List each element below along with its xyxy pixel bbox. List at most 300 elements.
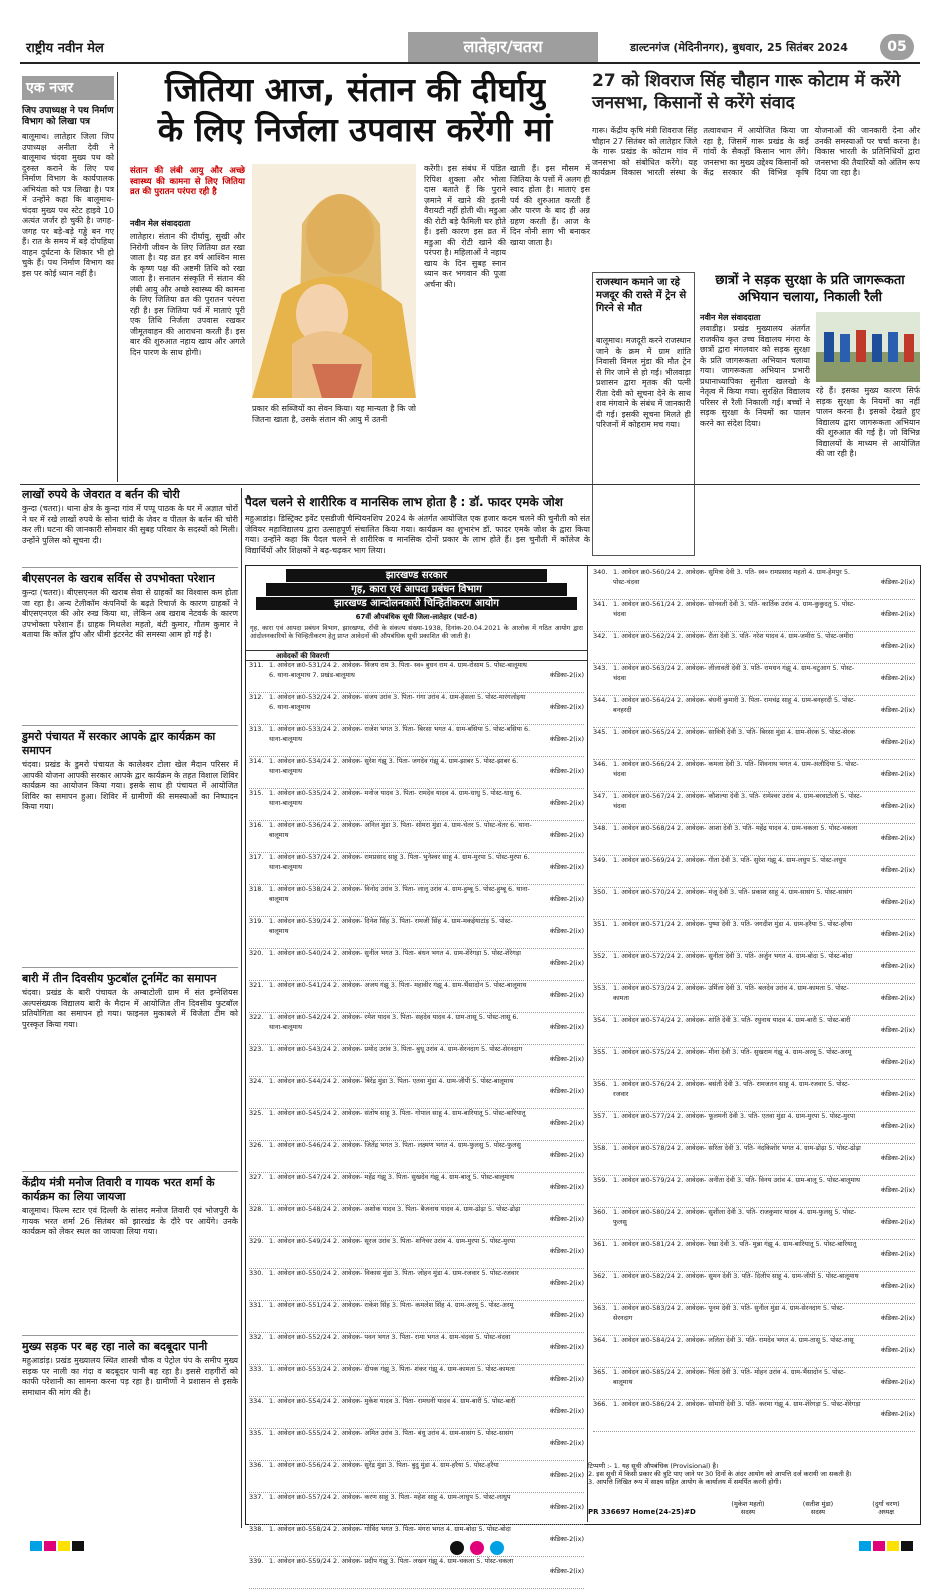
black-swatch [72, 1541, 84, 1551]
notice-org-1: झारखण्ड सरकार [286, 569, 547, 582]
row-details: 1. आवेदन क्र0-542/24 2. आवेदक- रमेश यादव 3. पिता- सहदेव यादव 4. ग्राम-तासू 5. पोस्ट-तासू 6. थाना-बालूमाथ [269, 1013, 519, 1031]
row-details: 1. आवेदन क्र0-548/24 2. आवेदक- अशोक यादव 3. पिता- बैजनाथ यादव 4. ग्राम-ढोढ़ा 5. पोस्ट-ढोढ़ा [269, 1205, 521, 1213]
row-clause: कंडिका-2(ix) [880, 674, 915, 682]
road-safety-body: लवाडीह। प्रखंड मुख्यालय अंतर्गत राजकीय कृत उच्च विद्यालय मंगरा के छात्रों द्वारा मंगलवार को सड़क सुरक्षा के प्रति जागरूकता अभियान चलाया गया। जागरूकता अभियान प्रभारी प्रधानाध्यापिका सुनीता खलखो के नेतृत्व में किया गया। सुरक्षित विद्यालय परिसर से रैली निकाली गई। बच्चों ने सड़क सुरक्षा के नियमों का पालन करने का संदेश दिया। [700, 324, 810, 428]
cyan-swatch [30, 1541, 42, 1551]
row-serial: 346. [593, 760, 608, 768]
ek-nazar-label: एक नजर [22, 76, 114, 100]
footnote-1: टिप्पणी :- 1. यह सूची औपबंधिक (Provisional) है। [588, 1462, 719, 1470]
news-headline: मुख्य सड़क पर बह रहा नाले का बदबूदार पानी [22, 1340, 208, 1353]
row-details: 1. आवेदन क्र0-532/24 2. आवेदक- संजय उरांव 3. पिता- गंगा उरांव 4. ग्राम-हेसला 5. पोस्ट-मारंगलोइया 6. थाना-बालूमाथ [269, 693, 526, 711]
row-clause: कंडिका-2(ix) [549, 1439, 584, 1447]
table-row [593, 760, 915, 792]
row-serial: 362. [593, 1272, 608, 1280]
row-clause: कंडिका-2(ix) [549, 1215, 584, 1223]
row-details: 1. आवेदन क्र0-568/24 2. आवेदक- आशा देवी 3. पति- महेंद्र यादव 4. ग्राम-चकला 5. पोस्ट-चकला [613, 824, 858, 832]
shivraj-story [592, 70, 920, 270]
news-item [22, 972, 238, 1172]
row-clause: कंडिका-2(ix) [549, 895, 584, 903]
footnote-2: 2. इस सूची में किसी प्रकार की त्रुटि पाए जाने पर 30 दिनों के अंदर आयोग को आपत्ति दर्ज करायी जा सकती है। [588, 1470, 852, 1478]
row-clause: कंडिका-2(ix) [880, 1378, 915, 1386]
notice-left-panel [246, 566, 588, 1575]
row-serial: 313. [249, 725, 264, 733]
row-serial: 360. [593, 1208, 608, 1216]
table-row [249, 693, 584, 725]
magenta-swatch [873, 1541, 885, 1551]
row-clause: कंडिका-2(ix) [549, 735, 584, 743]
notice-org-2: गृह, कारा एवं आपदा प्रबंधन विभाग [266, 583, 567, 596]
news-body: कुन्दा (चतरा)। थाना क्षेत्र के कुन्दा गांव में पप्पू पाठक के घर में अज्ञात चोरों ने घर में रखे लाखों रुपये के सोना चांदी के जेवर व पीतल के बर्तन की चोरी कर ली। घटना की जानकारी सोमवार की सुबह परिवार के सदस्यों को मिली। उन्होंने पुलिस को सूचना दी। [22, 504, 238, 545]
news-item [22, 572, 238, 726]
table-row [249, 1205, 584, 1237]
row-details: 1. आवेदन क्र0-569/24 2. आवेदक- गीता देवी 3. पति- सुरेश गंझू 4. ग्राम-लधुप 5. पोस्ट-लधुप [613, 856, 846, 864]
section-label: लातेहार/चतरा [408, 32, 598, 62]
row-clause: कंडिका-2(ix) [549, 1151, 584, 1159]
lead-byline: नवीन मेल संवाददाता [130, 219, 191, 228]
news-item [22, 488, 238, 568]
row-clause: कंडिका-2(ix) [880, 1186, 915, 1194]
brief-headline: जिप उपाध्यक्ष ने पथ निर्माण विभाग को लिखा पत्र [22, 106, 114, 127]
row-clause: कंडिका-2(ix) [880, 834, 915, 842]
row-serial: 316. [249, 821, 264, 829]
row-serial: 330. [249, 1269, 264, 1277]
lead-body-2: करेंगी। इस संबंध में पंडित रिपिश शुक्ला और भोला दास बताते हैं कि पुराने ज़माने में खाने की इतनी वैरायटी नहीं होती थी। मडुआ की रोटी बड़े फैमिली घर होते हैं। इसी कारण इस व्रत में मडुआ की रोटी खाने की परंपरा है। महिलाओं ने नहाय खाय के दिन सुबह स्नान ध्यान कर भगवान की पूजा अर्चना की। [424, 164, 506, 289]
row-clause: कंडिका-2(ix) [549, 1119, 584, 1127]
row-details: 1. आवेदन क्र0-536/24 2. आवेदक- अनिल मुंडा 3. पिता- सोमरा मुंडा 4. ग्राम-चेतर 5. पोस्ट-चेतर 6. थाना-बालूमाथ [269, 821, 532, 839]
table-row [593, 1240, 915, 1272]
dateline: डाल्टनगंज (मेदिनीनगर), बुधवार, 25 सितंबर 2024 [630, 41, 848, 54]
row-serial: 334. [249, 1397, 264, 1405]
table-row [249, 789, 584, 821]
health-story [245, 494, 590, 562]
table-row [593, 728, 915, 760]
table-row [593, 1304, 915, 1336]
row-details: 1. आवेदन क्र0-543/24 2. आवेदक- प्रमोद उरांव 3. पिता- बुधू उरांव 4. ग्राम-सेरनदाग 5. पोस्ट-सेरनदाग [269, 1045, 523, 1053]
black-swatch [901, 1541, 913, 1551]
notice-org-3: झारखण्ड आन्दोलनकारी चिन्हितीकरण आयोग [256, 597, 577, 610]
table-row [593, 1176, 915, 1208]
table-row [249, 1333, 584, 1365]
table-row [593, 984, 915, 1016]
rail-story [592, 272, 695, 556]
table-row [249, 1461, 584, 1493]
row-clause: कंडिका-2(ix) [549, 991, 584, 999]
signatory-2 [788, 1500, 848, 1516]
notice-right-panel [590, 566, 918, 1522]
signatory-2-role: सदस्य [810, 1508, 826, 1516]
row-clause: कंडिका-2(ix) [549, 799, 584, 807]
notice-footer [588, 1462, 918, 1524]
row-clause: कंडिका-2(ix) [549, 767, 584, 775]
row-clause: कंडिका-2(ix) [880, 1090, 915, 1098]
table-row [249, 981, 584, 1013]
row-serial: 358. [593, 1144, 608, 1152]
table-row [249, 1109, 584, 1141]
row-clause: कंडिका-2(ix) [549, 671, 584, 679]
row-details: 1. आवेदन क्र0-552/24 2. आवेदक- पवन भगत 3. पिता- रामा भगत 4. ग्राम-चंदवा 5. पोस्ट-चंदवा [269, 1333, 511, 1341]
row-details: 1. आवेदन क्र0-559/24 2. आवेदक- प्रदीप गंझू 3. पिता- लखन गंझू 4. ग्राम-चकला 5. पोस्ट-चकला [269, 1557, 514, 1565]
row-clause: कंडिका-2(ix) [549, 1407, 584, 1415]
table-row [249, 949, 584, 981]
row-clause: कंडिका-2(ix) [880, 770, 915, 778]
government-notice [245, 565, 921, 1575]
row-clause: कंडिका-2(ix) [880, 1282, 915, 1290]
row-details: 1. आवेदन क्र0-573/24 2. आवेदक- उर्मिला देवी 3. पति- बलदेव उरांव 4. ग्राम-कामता 5. पोस्ट-कामता [613, 984, 849, 1002]
row-clause: कंडिका-2(ix) [549, 1343, 584, 1351]
column-rule [117, 72, 118, 482]
row-serial: 350. [593, 888, 608, 896]
row-clause: कंडिका-2(ix) [880, 706, 915, 714]
row-details: 1. आवेदन क्र0-549/24 2. आवेदक- सूरज उरांव 3. पिता- शनिचर उरांव 4. ग्राम-मुरपा 5. पोस्ट-मुरपा [269, 1237, 516, 1245]
news-body: कुन्दा (चतरा)। बीएसएनल की खराब सेवा से ग्राहकों का विश्वास कम होता जा रहा है। अन्य टेलीकॉम कंपनियों के बढ़ते रिचार्ज के कारण ग्राहकों ने बीएसएनएल की ओर रुख किया था, लेकिन अब खराब नेटवर्क के कारण उपभोक्ता परेशान हैं। ग्राहक मिथलेश महतो, बंटी कुमार, गौतम कुमार ने बताया कि कॉल ड्रॉप और धीमी इंटरनेट की समस्या आम हो गई है। [22, 588, 238, 639]
table-row [593, 1208, 915, 1240]
row-details: 1. आवेदन क्र0-541/24 2. आवेदक- अजय गंझू 3. पिता- महावीर गंझू 4. ग्राम-भैंसादोन 5. पोस्ट-बालूमाथ [269, 981, 527, 989]
lead-headline-2: के लिए निर्जला उपवास करेंगी मां [157, 110, 553, 149]
row-clause: कंडिका-2(ix) [880, 898, 915, 906]
row-details: 1. आवेदन क्र0-577/24 2. आवेदक- फूलमनी देवी 3. पति- एतवा मुंडा 4. ग्राम-मुरपा 5. पोस्ट-मुरपा [613, 1112, 856, 1120]
row-details: 1. आवेदन क्र0-558/24 2. आवेदक- गोविंद भगत 3. पिता- मंगरा भगत 4. ग्राम-बोदा 5. पोस्ट-बोदा [269, 1525, 511, 1533]
health-body: महुआडांड़। डिस्ट्रिक्ट इवेंट एसडीजी चैम्पियनशिप 2024 के अंतर्गत आयोजित एक हजार कदम चलने की चुनौती को संत जेवियर महाविद्यालय द्वारा उत्साहपूर्ण संचालित किया गया। कार्यक्रम का शुभारंभ डॉ. फादर एमके जोश के द्वारा किया गया। उन्होंने कहा कि पैदल चलने से शारीरिक व मानसिक दोनों प्रकार के लाभ होते हैं। इस चुनौती में कॉलेज के विद्यार्थियों और शिक्षकों ने बढ़-चढ़कर भाग लिया। [245, 514, 590, 555]
rally-photo [816, 312, 920, 382]
row-serial: 354. [593, 1016, 608, 1024]
row-details: 1. आवेदन क्र0-576/24 2. आवेदक- बसंती देवी 3. पति- रामजतन साहू 4. ग्राम-रजवार 5. पोस्ट-रजवार [613, 1080, 850, 1098]
table-row [249, 1077, 584, 1109]
row-serial: 335. [249, 1429, 264, 1437]
road-safety-story [700, 272, 920, 557]
lead-body-1: लातेहार। संतान की दीर्घायु, सुखी और निरोगी जीवन के लिए जितिया व्रत रखा जाता है। यह व्रत हर वर्ष आश्विन मास के कृष्ण पक्ष की अष्टमी तिथि को रखा जाता है। सनातन संस्कृति में संतान की लंबी आयु और अच्छे स्वास्थ्य की कामना के लिए जितिया व्रत की पुरातन परंपरा रही है। इस जितिया पर्व में माताएं पूरी एक तिथि निर्जला उपवास रखकर जीमूतवाहन की आराधना करती हैं। इस बार की शुरुआत नहाय खाय और अगले दिन पारण के साथ होगी। [130, 232, 245, 357]
page-number: 05 [880, 34, 914, 60]
paper-name: राष्ट्रीय नवीन मेल [26, 41, 104, 56]
row-serial: 347. [593, 792, 608, 800]
notice-intro: गृह, कारा एवं आपदा प्रबंधन विभाग, झारखण्ड, राँची के संकल्प संख्या-1938, दिनांक-20.04.2021 के आलोक में गठित आयोग द्वारा आंदोलनकारियों के चिन्हितीकरण हेतु प्राप्त आवेदनों की औपबंधिक सूची प्रकाशित की जाती है। [250, 624, 583, 640]
row-serial: 315. [249, 789, 264, 797]
table-row [593, 1048, 915, 1080]
row-details: 1. आवेदन क्र0-563/24 2. आवेदक- लीलावती देवी 3. पति- रामधन गंझू 4. ग्राम-चटुआग 5. पोस्ट-चंदवा [613, 664, 855, 682]
row-serial: 349. [593, 856, 608, 864]
table-row [593, 632, 915, 664]
news-headline: केंद्रीय मंत्री मनोज तिवारी व गायक भरत शर्मा के कार्यक्रम का लिया जायजा [22, 1176, 215, 1203]
news-item [22, 1176, 238, 1336]
news-body: चंदवा। प्रखंड के बारी पंचायत के अम्बाटोली ग्राम में संत इग्नेशियस अल्पसंख्यक विद्यालय बारी के मैदान में आयोजित तीन दिवसीय फुटबॉल प्रतियोगिता का समापन हो गया। फाइनल मुकाबले में विजेता टीम को पुरस्कृत किया गया। [22, 988, 238, 1029]
row-details: 1. आवेदन क्र0-556/24 2. आवेदक- सुरेंद्र मुंडा 3. पिता- बुदु मुंडा 4. ग्राम-हरैया 5. पोस्ट-हरैया [269, 1461, 499, 1469]
table-row [593, 1080, 915, 1112]
table-row [593, 1112, 915, 1144]
row-serial: 341. [593, 600, 608, 608]
row-clause: कंडिका-2(ix) [549, 1183, 584, 1191]
table-row [249, 725, 584, 757]
footnote-3: 3. आपत्ति लिखित रूप में साक्ष्य सहित आयोग के कार्यालय में समर्पित करनी होगी। [588, 1478, 782, 1486]
table-row [593, 888, 915, 920]
table-row [593, 1336, 915, 1368]
section-rule [20, 484, 920, 485]
column-rule [241, 488, 242, 1528]
row-clause: कंडिका-2(ix) [549, 863, 584, 871]
row-clause: कंडिका-2(ix) [880, 1058, 915, 1066]
row-serial: 342. [593, 632, 608, 640]
table-row [593, 600, 915, 632]
row-serial: 317. [249, 853, 264, 861]
table-row [593, 1272, 915, 1304]
row-details: 1. आवेदन क्र0-560/24 2. आवेदक- सुमित्रा देवी 3. पति- स्व० रामप्रसाद महतो 4. ग्राम-हेमपुर 5. पोस्ट-चंदवा [613, 568, 851, 586]
row-details: 1. आवेदन क्र0-557/24 2. आवेदक- करण साहू 3. पिता- महेश साहू 4. ग्राम-लाधुप 5. पोस्ट-लाधुप [269, 1493, 511, 1501]
row-clause: कंडिका-2(ix) [549, 1023, 584, 1031]
row-details: 1. आवेदन क्र0-586/24 2. आवेदक- सोमारी देवी 3. पति- करमा गंझू 4. ग्राम-शेरेगड़ा 5. पोस्ट-शेरेगड़ा [613, 1400, 861, 1408]
row-details: 1. आवेदन क्र0-584/24 2. आवेदक- ललिता देवी 3. पति- रामदेव भगत 4. ग्राम-तासू 5. पोस्ट-तासू [613, 1336, 854, 1344]
news-headline: लाखों रुपये के जेवरात व बर्तन की चोरी [22, 488, 180, 501]
table-row [249, 661, 584, 693]
row-clause: कंडिका-2(ix) [880, 1346, 915, 1354]
table-row [593, 1144, 915, 1176]
table-row [249, 1397, 584, 1429]
row-clause: कंडिका-2(ix) [549, 831, 584, 839]
table-row [249, 1301, 584, 1333]
row-serial: 319. [249, 917, 264, 925]
row-serial: 331. [249, 1301, 264, 1309]
lead-body-3: खाती हैं। इस मौसम में जितिया के पत्तों में अलग ही स्वाद होता है। माताएं इस पर्व की शुरुआत करती हैं और पारण के बाद ही अन्न ग्रहण करती हैं। आज के दिन नोनी साग भी बनाकर खाया जाता है। [510, 164, 590, 247]
yellow-swatch [58, 1541, 70, 1551]
masthead [20, 32, 920, 64]
row-clause: कंडिका-2(ix) [549, 703, 584, 711]
row-serial: 344. [593, 696, 608, 704]
row-serial: 338. [249, 1525, 264, 1533]
news-body: चंदवा। प्रखंड के डुमरो पंचायत के कालेश्वर टोला खेल मैदान परिसर में आपकी योजना आपकी सरकार आपके द्वार कार्यक्रम के तहत विशाल शिविर कार्यक्रम का आयोजन किया गया। इसके साथ ही पंचायत में आयोजित शिविर का समापन हुआ। शिविर में ग्रामीणों की समस्याओं का निष्पादन किया गया। [22, 760, 238, 811]
row-details: 1. आवेदन क्र0-579/24 2. आवेदक- अनीता देवी 3. पति- विनय उरांव 4. ग्राम-बालू 5. पोस्ट-बालूमाथ [613, 1176, 861, 1184]
row-serial: 352. [593, 952, 608, 960]
table-row [593, 1368, 915, 1400]
signatory-1-name: (मुकेश महतो) [731, 1500, 765, 1508]
rail-body: बालूमाथ। मजदूरी करने राजस्थान जाने के क्रम में ग्राम शांति निवासी विमल मुंडा की मौत ट्रेन से गिर जाने से हो गई। भीलवाड़ा प्रशासन द्वारा मृतक की पत्नी रीता देवी को सूचना देने के साथ शव मंगवाने के संबंध में जानकारी दी गई। इसकी सूचना मिलते ही परिजनों में कोहराम मच गया। [596, 336, 691, 429]
row-serial: 359. [593, 1176, 608, 1184]
news-item [22, 730, 238, 968]
row-serial: 321. [249, 981, 264, 989]
row-clause: कंडिका-2(ix) [880, 1122, 915, 1130]
row-serial: 327. [249, 1173, 264, 1181]
row-serial: 355. [593, 1048, 608, 1056]
table-row [249, 1237, 584, 1269]
shivraj-body: गारू। केंद्रीय कृषि मंत्री शिवराज सिंह चौहान 27 सितंबर को लातेहार जिले के गारू प्रखंड के कोटाम गांव में जनसभा को संबोधित करेंगे। यह कार्यक्रम विकास भारती संस्था के तत्वावधान में आयोजित किया जा रहा है, जिसमें गारू प्रखंड के कई गांवों के सैकड़ों किसान भाग लेंगे। जनसभा का मुख्य उद्देश्य किसानों को केंद्र सरकार की विभिन्न कृषि योजनाओं की जानकारी देना और उनकी समस्याओं पर चर्चा करना है। विकास भारती के प्रतिनिधियों द्वारा जनसभा की तैयारियों को अंतिम रूप दिया जा रहा है। [592, 126, 920, 177]
row-serial: 363. [593, 1304, 608, 1312]
mid-left-column [22, 488, 238, 1528]
row-clause: कंडिका-2(ix) [880, 642, 915, 650]
row-serial: 325. [249, 1109, 264, 1117]
row-details: 1. आवेदन क्र0-581/24 2. आवेदक- रेखा देवी 3. पति- मुन्ना गंझू 4. ग्राम-बारियातू 5. पोस्ट-बारियातू [613, 1240, 857, 1248]
table-row [593, 952, 915, 984]
row-clause: कंडिका-2(ix) [549, 1503, 584, 1511]
row-details: 1. आवेदन क्र0-585/24 2. आवेदक- चिंता देवी 3. पति- मोहन उरांव 4. ग्राम-भैंसादोन 5. पोस्ट-बालूमाथ [613, 1368, 846, 1386]
row-serial: 323. [249, 1045, 264, 1053]
registration-mark-icon [470, 1541, 484, 1555]
ek-nazar-block [22, 76, 114, 476]
table-row [249, 1269, 584, 1301]
row-serial: 365. [593, 1368, 608, 1376]
row-details: 1. आवेदन क्र0-571/24 2. आवेदक- पुष्पा देवी 3. पति- जगदीश मुंडा 4. ग्राम-हरैया 5. पोस्ट-हरैया [613, 920, 853, 928]
row-serial: 366. [593, 1400, 608, 1408]
road-safety-byline: नवीन मेल संवाददाता [700, 313, 761, 322]
news-headline: बीएसएनल के खराब सर्विस से उपभोक्ता परेशान [22, 572, 215, 585]
row-details: 1. आवेदन क्र0-567/24 2. आवेदक- कौशल्या देवी 3. पति- रामेश्वर उरांव 4. ग्राम-बरवाटोली 5. पोस्ट-चंदवा [613, 792, 862, 810]
table-row [249, 1045, 584, 1077]
row-serial: 328. [249, 1205, 264, 1213]
row-clause: कंडिका-2(ix) [880, 994, 915, 1002]
table-row [249, 885, 584, 917]
row-serial: 322. [249, 1013, 264, 1021]
image-caption: प्रकार की सब्जियों का सेवन किया। यह मान्यता है कि जो जितना खाता है, उसके संतान की आयु में उतनी [252, 404, 416, 424]
rail-headline: राजस्थान कमाने जा रहे मजदूर की रास्ते में ट्रेन से गिरने से मौत [596, 277, 687, 314]
notice-rows-right [590, 566, 918, 1432]
row-clause: कंडिका-2(ix) [549, 1535, 584, 1543]
row-details: 1. आवेदन क्र0-574/24 2. आवेदक- शांति देवी 3. पति- रघुनाथ यादव 4. ग्राम-बारी 5. पोस्ट-बारी [613, 1016, 851, 1024]
table-row [249, 853, 584, 885]
table-row [593, 664, 915, 696]
row-details: 1. आवेदन क्र0-545/24 2. आवेदक- संतोष साहू 3. पिता- गोपाल साहू 4. ग्राम-बारियातू 5. पोस्ट-बारियातू [269, 1109, 526, 1117]
table-row [249, 1013, 584, 1045]
notice-list-title: 67वीं औपबंधिक सूची जिला-लातेहार (पार्ट-8) [355, 613, 478, 621]
row-details: 1. आवेदन क्र0-583/24 2. आवेदक- पूनम देवी 3. पति- सुनील मुंडा 4. ग्राम-सेरनदाग 5. पोस्ट-सेरनदाग [613, 1304, 845, 1322]
signatory-3 [856, 1500, 916, 1516]
row-details: 1. आवेदन क्र0-544/24 2. आवेदक- बिरेंद्र मुंडा 3. पिता- एतवा मुंडा 4. ग्राम-जीपी 5. पोस्ट-बालूमाथ [269, 1077, 514, 1085]
news-body: बालूमाथ। फिल्म स्टार एवं दिल्ली के सांसद मनोज तिवारी एवं भोजपुरी के गायक भरत शर्मा 26 सितंबर को झारखंड के दौरे पर आयेंगे। उनके कार्यक्रम को लेकर स्थल का जायजा लिया गया। [22, 1206, 238, 1236]
row-clause: कंडिका-2(ix) [549, 1567, 584, 1575]
row-details: 1. आवेदन क्र0-533/24 2. आवेदक- राजेश भगत 3. पिता- बिरसा भगत 4. ग्राम-बसिया 5. पोस्ट-बसिया 6. थाना-बालूमाथ [269, 725, 531, 743]
row-clause: कंडिका-2(ix) [880, 962, 915, 970]
row-clause: कंडिका-2(ix) [549, 927, 584, 935]
row-clause: कंडिका-2(ix) [880, 1314, 915, 1322]
row-serial: 311. [249, 661, 264, 669]
row-details: 1. आवेदन क्र0-565/24 2. आवेदक- सावित्री देवी 3. पति- बिरसा मुंडा 4. ग्राम-सेरक 5. पोस्ट-सेरक [613, 728, 855, 736]
table-row [593, 824, 915, 856]
row-details: 1. आवेदन क्र0-535/24 2. आवेदक- मनोज यादव 3. पिता- रामदेव यादव 4. ग्राम-धाधु 5. पोस्ट-धाधु 6. थाना-बालूमाथ [269, 789, 522, 807]
row-clause: कंडिका-2(ix) [880, 1154, 915, 1162]
row-serial: 337. [249, 1493, 264, 1501]
table-row [593, 568, 915, 600]
row-serial: 333. [249, 1365, 264, 1373]
row-clause: कंडिका-2(ix) [880, 610, 915, 618]
row-serial: 353. [593, 984, 608, 992]
row-clause: कंडिका-2(ix) [880, 1218, 915, 1226]
row-details: 1. आवेदन क्र0-578/24 2. आवेदक- सरिता देवी 3. पति- नंदकिशोर भगत 4. ग्राम-ढोढ़ा 5. पोस्ट-ढोढ़ा [613, 1144, 861, 1152]
row-serial: 343. [593, 664, 608, 672]
row-clause: कंडिका-2(ix) [549, 1055, 584, 1063]
row-details: 1. आवेदन क्र0-554/24 2. आवेदक- मुकेश यादव 3. पिता- रामधनी यादव 4. ग्राम-बारी 5. पोस्ट-बारी [269, 1397, 516, 1405]
registration-mark-icon [490, 1541, 504, 1555]
row-serial: 332. [249, 1333, 264, 1341]
table-row [593, 920, 915, 952]
mother-child-illustration [252, 164, 416, 398]
row-serial: 345. [593, 728, 608, 736]
row-details: 1. आवेदन क्र0-540/24 2. आवेदक- सुनील भगत 3. पिता- बंधन भगत 4. ग्राम-शेरेगड़ा 5. पोस्ट-शेरेगड़ा [269, 949, 521, 957]
row-details: 1. आवेदन क्र0-546/24 2. आवेदक- जितेंद्र भगत 3. पिता- लक्ष्मण भगत 4. ग्राम-फुलसु 5. पोस्ट-फुलसु [269, 1141, 521, 1149]
row-details: 1. आवेदन क्र0-534/24 2. आवेदक- सुरेश गंझू 3. पिता- जगदेव गंझू 4. ग्राम-झाबर 5. पोस्ट-झाबर 6. थाना-बालूमाथ [269, 757, 519, 775]
row-clause: कंडिका-2(ix) [880, 738, 915, 746]
row-serial: 361. [593, 1240, 608, 1248]
table-row [249, 1173, 584, 1205]
row-details: 1. आवेदन क्र0-550/24 2. आवेदक- विकास मुंडा 3. पिता- जोहन मुंडा 4. ग्राम-रजवार 5. पोस्ट-रजवार [269, 1269, 519, 1277]
row-details: 1. आवेदन क्र0-539/24 2. आवेदक- दिनेश सिंह 3. पिता- रामजी सिंह 4. ग्राम-मकईयाटांड़ 5. पोस्ट-बालूमाथ [269, 917, 513, 935]
row-clause: कंडिका-2(ix) [549, 1279, 584, 1287]
signatory-3-name: (दुर्गा चरण) [872, 1500, 900, 1508]
row-serial: 340. [593, 568, 608, 576]
row-details: 1. आवेदन क्र0-570/24 2. आवेदक- मंजू देवी 3. पति- प्रकाश साहू 4. ग्राम-सासंग 5. पोस्ट-सासंग [613, 888, 853, 896]
row-serial: 357. [593, 1112, 608, 1120]
row-serial: 364. [593, 1336, 608, 1344]
row-clause: कंडिका-2(ix) [549, 1247, 584, 1255]
lead-story [120, 70, 590, 490]
row-details: 1. आवेदन क्र0-582/24 2. आवेदक- सुमन देवी 3. पति- दिलीप साहू 4. ग्राम-जीपी 5. पोस्ट-बालूमाथ [613, 1272, 859, 1280]
table-row [593, 696, 915, 728]
table-row [249, 1557, 584, 1589]
registration-bar [30, 1541, 915, 1555]
brief-body: बालूमाथ। लातेहार जिला जिप उपाध्यक्ष अनीता देवी ने बालूमाथ चंदवा मुख्य पथ को दुरुस्त कराने के लिए पथ निर्माण विभाग के कार्यपालक अभियंता को पत्र लिखा है। पत्र में उन्होंने कहा कि बालूमाथ-चंदवा मुख्य पथ स्टेट हाइवे 10 अत्यंत जर्जर हो चुकी है। जगह-जगह पर बड़े-बड़े गड्ढे बन गए हैं। रात के समय में बड़े दोपहिया वाहन दुर्घटना के शिकार भी हो चुके हैं। पथ निर्माण विभाग का इस पर कोई ध्यान नहीं है। [22, 132, 114, 278]
table-row [249, 1365, 584, 1397]
notice-column-header: आवेदकों की विवरणी [246, 650, 587, 661]
row-clause: कंडिका-2(ix) [880, 1410, 915, 1418]
news-headline: बारी में तीन दिवसीय फुटबॉल टूर्नामेंट का समापन [22, 972, 217, 985]
row-details: 1. आवेदन क्र0-562/24 2. आवेदक- रीता देवी 3. पति- नरेश यादव 4. ग्राम-जमीरा 5. पोस्ट-जमीरा [613, 632, 854, 640]
table-row [249, 1429, 584, 1461]
health-headline: पैदल चलने से शारीरिक व मानसिक लाभ होता है : डॉ. फादर एमके जोश [245, 495, 563, 509]
table-row [249, 1493, 584, 1525]
row-clause: कंडिका-2(ix) [880, 866, 915, 874]
row-details: 1. आवेदन क्र0-575/24 2. आवेदक- मीना देवी 3. पति- सुखराम गंझू 4. ग्राम-अरमू 5. पोस्ट-अरमू [613, 1048, 852, 1056]
row-serial: 314. [249, 757, 264, 765]
shivraj-headline: 27 को शिवराज सिंह चौहान गारू कोटाम में करेंगे जनसभा, किसानों से करेंगे संवाद [592, 71, 901, 113]
notice-rows-left [246, 661, 587, 1589]
road-safety-headline: छात्रों ने सड़क सुरक्षा के प्रति जागरूकता अभियान चलाया, निकाली रैली [715, 273, 905, 305]
magenta-swatch [44, 1541, 56, 1551]
row-clause: कंडिका-2(ix) [880, 1250, 915, 1258]
signatory-3-role: अध्यक्ष [878, 1508, 894, 1516]
row-clause: कंडिका-2(ix) [549, 1311, 584, 1319]
row-details: 1. आवेदन क्र0-555/24 2. आवेदक- अमित उरांव 3. पिता- बंधु उरांव 4. ग्राम-सासंग 5. पोस्ट-सासंग [269, 1429, 514, 1437]
table-row [593, 792, 915, 824]
signatory-2-name: (सतीश मुंडा) [802, 1500, 834, 1508]
row-details: 1. आवेदन क्र0-561/24 2. आवेदक- सोनवती देवी 3. पति- कार्तिक उरांव 4. ग्राम-कुकुदतु 5. पोस्ट-चंदवा [613, 600, 856, 618]
signatory-1 [718, 1500, 778, 1516]
row-clause: कंडिका-2(ix) [549, 1375, 584, 1383]
row-details: 1. आवेदन क्र0-566/24 2. आवेदक- कमला देवी 3. पति- शिवनाथ भगत 4. ग्राम-अलौदिया 5. पोस्ट-चंदवा [613, 760, 859, 778]
row-clause: कंडिका-2(ix) [549, 1471, 584, 1479]
row-serial: 312. [249, 693, 264, 701]
row-serial: 326. [249, 1141, 264, 1149]
row-details: 1. आवेदन क्र0-580/24 2. आवेदक- सुशीला देवी 3. पति- राजकुमार यादव 4. ग्राम-फुलसु 5. पोस्ट-फुलसु [613, 1208, 857, 1226]
row-clause: कंडिका-2(ix) [549, 959, 584, 967]
row-serial: 348. [593, 824, 608, 832]
row-details: 1. आवेदन क्र0-553/24 2. आवेदक- दीपक गंझू 3. पिता- शंकर गंझू 4. ग्राम-कामता 5. पोस्ट-कामता [269, 1365, 515, 1373]
signatory-1-role: सदस्य [740, 1508, 756, 1516]
cyan-swatch [859, 1541, 871, 1551]
table-row [249, 917, 584, 949]
row-clause: कंडिका-2(ix) [880, 802, 915, 810]
row-details: 1. आवेदन क्र0-531/24 2. आवेदक- विजय राम 3. पिता- स्व० बुधन राम 4. ग्राम-रोसाम 5. पोस्ट-बालूमाथ 6. थाना-बालूमाथ 7. प्रखंड-बालूमाथ [269, 661, 527, 679]
row-clause: कंडिका-2(ix) [880, 578, 915, 586]
table-row [593, 1016, 915, 1048]
lead-headline-1: जितिया आज, संतान की दीर्घायु [165, 70, 545, 109]
row-serial: 329. [249, 1237, 264, 1245]
table-row [593, 1400, 915, 1432]
row-serial: 324. [249, 1077, 264, 1085]
pr-number: PR 336697 Home(24-25)#D [588, 1508, 696, 1516]
row-serial: 339. [249, 1557, 264, 1565]
table-row [249, 821, 584, 853]
row-serial: 336. [249, 1461, 264, 1469]
yellow-swatch [887, 1541, 899, 1551]
table-row [249, 1141, 584, 1173]
row-serial: 320. [249, 949, 264, 957]
row-serial: 318. [249, 885, 264, 893]
registration-mark-icon [450, 1541, 464, 1555]
row-details: 1. आवेदन क्र0-538/24 2. आवेदक- विनोद उरांव 3. पिता- लालू उरांव 4. ग्राम-हुम्बू 5. पोस्ट-हुम्बू 6. थाना-बालूमाथ [269, 885, 530, 903]
row-clause: कंडिका-2(ix) [880, 1026, 915, 1034]
